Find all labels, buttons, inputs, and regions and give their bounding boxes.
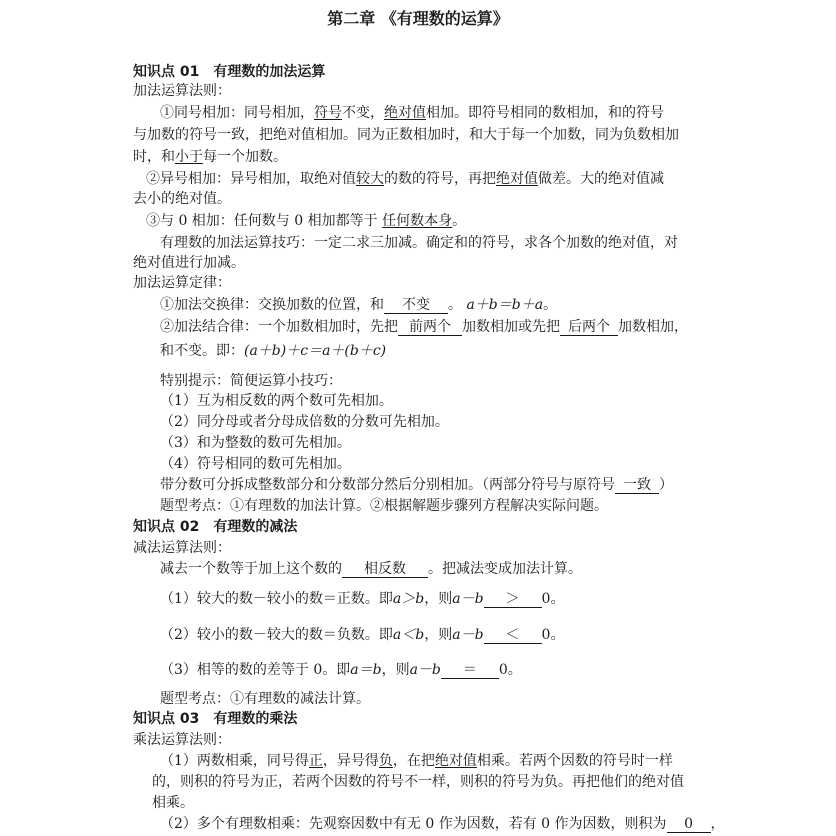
- subtraction-case-1: （1）较大的数－较小的数＝正数。即a＞b，则a－b ＞ 0。: [160, 591, 565, 607]
- addition-tip-line1: 有理数的加法运算技巧：一定二求三加减。确定和的符号，求各个加数的绝对值，对: [160, 235, 678, 251]
- subtraction-case-3: （3）相等的数的差等于 0。即a＝b，则a－b ＝ 0。: [160, 662, 522, 678]
- multiplication-rules-label: 乘法运算法则：: [133, 732, 231, 748]
- rule-same-sign-line1: ①同号相加：同号相加，符号不变，绝对值相加。即符号相同的数相加，和的符号: [160, 105, 664, 121]
- rule-add-zero: ③与 0 相加：任何数与 0 相加都等于 任何数本身。: [146, 213, 467, 229]
- associative-law-line2: 和不变。即：(a＋b)＋c＝a＋(b＋c): [160, 343, 387, 359]
- rule-same-sign-line2: 与加数的符号一致，把绝对值相加。同为正数相加时，和大于每一个加数，同为负数相加: [133, 127, 679, 143]
- addition-rules-label: 加法运算法则：: [133, 83, 231, 99]
- kp1-question-types: 题型考点：①有理数的加法计算。②根据解题步骤列方程解决实际问题。: [160, 498, 608, 514]
- special-tips-label: 特别提示：简便运算小技巧：: [160, 373, 342, 389]
- rule-diff-sign-line2: 去小的绝对值。: [133, 191, 231, 207]
- tip-item-4: （4）符号相同的数可先相加。: [160, 456, 351, 472]
- tip-item-1: （1）互为相反数的两个数可先相加。: [160, 393, 393, 409]
- rule-same-sign-line3: 时，和小于每一个加数。: [133, 149, 287, 165]
- multiplication-rule-2: （2）多个有理数相乘：先观察因数中有无 0 作为因数，若有 0 作为因数，则积为 0 ，: [160, 816, 725, 832]
- subtraction-rule: 减去一个数等于加上这个数的 相反数 。把减法变成加法计算。: [160, 561, 582, 577]
- section-heading-kp3: 知识点 03 有理数的乘法: [133, 711, 298, 727]
- section-heading-kp1: 知识点 01 有理数的加法运算: [133, 64, 326, 80]
- kp2-question-types: 题型考点：①有理数的减法计算。: [160, 691, 370, 707]
- tip-item-5: 带分数可分拆成整数部分和分数部分然后分别相加。（两部分符号与原符号 一致 ）: [160, 477, 673, 493]
- tip-item-3: （3）和为整数的数可先相加。: [160, 435, 351, 451]
- section-heading-kp2: 知识点 02 有理数的减法: [133, 519, 298, 535]
- rule-diff-sign-line1: ②异号相加：异号相加，取绝对值较大的数的符号，再把绝对值做差。大的绝对值减: [146, 171, 664, 187]
- multiplication-rule-1-line2: 的，则积的符号为正，若两个因数的符号不一样，则积的符号为负。再把他们的绝对值: [152, 774, 684, 790]
- associative-law-line1: ②加法结合律：一个加数相加时，先把 前两个 加数相加或先把 后两个 加数相加，: [160, 319, 688, 335]
- subtraction-rules-label: 减法运算法则：: [133, 540, 231, 556]
- chapter-title: 第二章 《有理数的运算》: [327, 9, 509, 28]
- subtraction-case-2: （2）较小的数－较大的数＝负数。即a＜b，则a－b ＜ 0。: [160, 627, 565, 643]
- tip-item-2: （2）同分母或者分母成倍数的分数可先相加。: [160, 414, 449, 430]
- commutative-law: ①加法交换律：交换加数的位置，和 不变 。 a＋b＝b＋a。: [160, 297, 558, 313]
- addition-tip-line2: 绝对值进行加减。: [133, 255, 245, 271]
- multiplication-rule-1-line3: 相乘。: [152, 795, 194, 811]
- addition-laws-label: 加法运算定律：: [133, 275, 231, 291]
- multiplication-rule-1-line1: （1）两数相乘，同号得正，异号得负，在把绝对值相乘。若两个因数的符号时一样: [160, 753, 673, 769]
